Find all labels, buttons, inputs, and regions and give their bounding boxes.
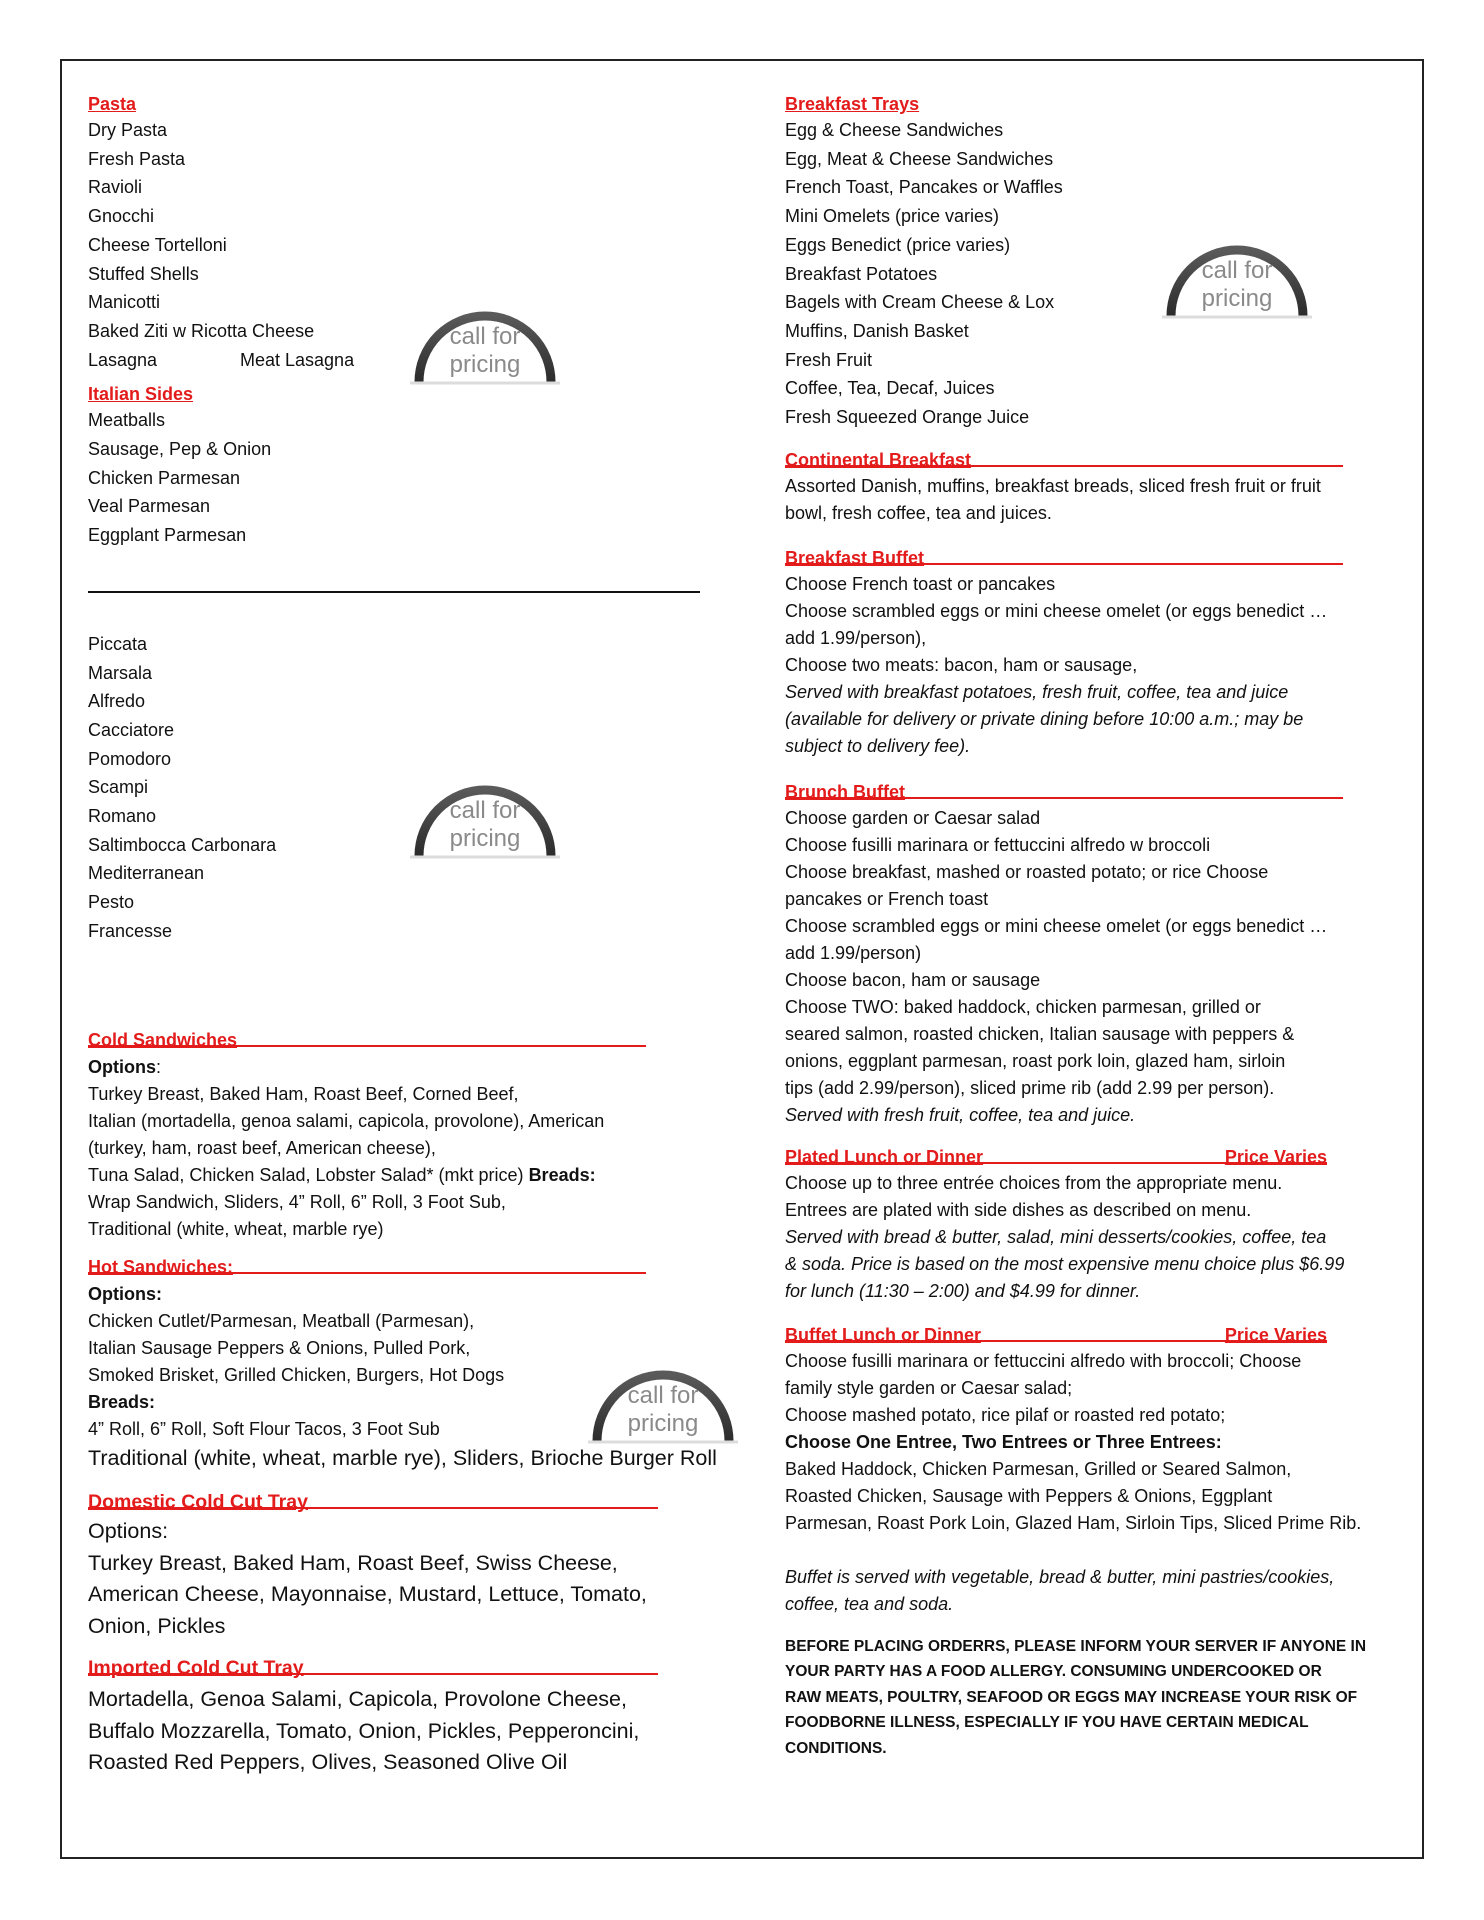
- text-line: Choose scrambled eggs or mini cheese omelet (or eggs benedict …: [785, 600, 1328, 621]
- text-line: Traditional (white, wheat, marble rye): [88, 1218, 384, 1239]
- continental-section: [785, 448, 1405, 527]
- list-item: Marsala: [88, 662, 153, 683]
- list-item: Pesto: [88, 892, 135, 913]
- list-item: Coffee, Tea, Decaf, Juices: [785, 378, 995, 399]
- plated-heading: Plated Lunch or Dinner Price Varies: [785, 1146, 1327, 1167]
- continental-heading: Continental Breakfast: [785, 448, 1343, 467]
- text-line: Smoked Brisket, Grilled Chicken, Burgers, Hot Dogs: [88, 1364, 505, 1385]
- cold-sandwiches-heading: Cold Sandwiches: [88, 1028, 646, 1047]
- text-line: Parmesan, Roast Pork Loin, Glazed Ham, Sirloin Tips, Sliced Prime Rib.: [785, 1512, 1362, 1533]
- badge-ring-icon: [1162, 220, 1312, 330]
- pasta-heading: Pasta: [88, 94, 137, 114]
- text-line: for lunch (11:30 – 2:00) and $4.99 for dinner.: [785, 1280, 1141, 1301]
- list-item: Cheese Tortelloni: [88, 234, 227, 255]
- list-item: Egg & Cheese Sandwiches: [785, 120, 1004, 140]
- call-for-pricing-badge: [588, 1345, 738, 1455]
- badge-ring-icon: [410, 286, 560, 396]
- list-item: Manicotti: [88, 292, 161, 313]
- text-line: Assorted Danish, muffins, breakfast breads, sliced fresh fruit or fruit: [785, 475, 1321, 496]
- options-colon: :: [156, 1056, 162, 1077]
- text-line: [88, 1162, 748, 1189]
- text-line: Choose two meats: bacon, ham or sausage,: [785, 654, 1138, 675]
- imported-tray-heading: Imported Cold Cut Tray: [88, 1656, 658, 1675]
- text-line: Buffalo Mozzarella, Tomato, Onion, Pickles, Pepperoncini,: [88, 1718, 640, 1743]
- text-line: Choose up to three entrée choices from the appropriate menu.: [785, 1172, 1283, 1193]
- cold-sandwiches-body: [88, 1054, 748, 1243]
- domestic-tray-body: [88, 1516, 748, 1642]
- domestic-tray-section: [88, 1490, 748, 1642]
- list-item: Scampi: [88, 777, 149, 798]
- list-item: Ravioli: [88, 177, 143, 198]
- badge-line2: pricing: [449, 825, 521, 852]
- continental-body: [785, 473, 1405, 527]
- text-line: Chicken Cutlet/Parmesan, Meatball (Parmesan),: [88, 1310, 475, 1331]
- breads-label: Breads:: [88, 1391, 156, 1412]
- list-item: Saltimbocca Carbonara: [88, 834, 277, 855]
- list-item: Eggplant Parmesan: [88, 525, 247, 546]
- text-line: American Cheese, Mayonnaise, Mustard, Lettuce, Tomato,: [88, 1582, 647, 1607]
- text-line: coffee, tea and soda.: [785, 1593, 954, 1614]
- text-line: (available for delivery or private dining before 10:00 a.m.; may be: [785, 708, 1304, 729]
- text-line: Turkey Breast, Baked Ham, Roast Beef, Swiss Cheese,: [88, 1550, 618, 1575]
- text-line: Turkey Breast, Baked Ham, Roast Beef, Corned Beef,: [88, 1083, 519, 1104]
- hot-sandwiches-heading: Hot Sandwiches:: [88, 1255, 646, 1274]
- lasagna-label: Lasagna: [88, 349, 158, 370]
- text-line: Italian Sausage Peppers & Onions, Pulled Pork,: [88, 1337, 471, 1358]
- text-line: Served with breakfast potatoes, fresh fruit, coffee, tea and juice: [785, 681, 1289, 702]
- text-line: Choose garden or Caesar salad: [785, 807, 1041, 828]
- brunch-buffet-heading: Brunch Buffet: [785, 780, 1343, 799]
- options-line: [88, 1054, 748, 1081]
- cold-sandwiches-section: [88, 1028, 748, 1243]
- allergy-notice: [785, 1634, 1405, 1762]
- right-column: [785, 92, 1405, 1761]
- list-item: Alfredo: [88, 691, 146, 712]
- text-line: pancakes or French toast: [785, 888, 989, 909]
- text-line: Wrap Sandwich, Sliders, 4” Roll, 6” Roll, 3 Foot Sub,: [88, 1191, 506, 1212]
- text-line: FOODBORNE ILLNESS, ESPECIALLY IF YOU HAVE CERTAIN MEDICAL: [785, 1714, 1309, 1732]
- text-line: family style garden or Caesar salad;: [785, 1377, 1073, 1398]
- text-line: Buffet is served with vegetable, bread & butter, mini pastries/cookies,: [785, 1566, 1335, 1587]
- text-span: Tuna Salad, Chicken Salad, Lobster Salad* (mkt price): [88, 1164, 529, 1185]
- breads-label: Breads:: [528, 1164, 596, 1185]
- list-item: Romano: [88, 806, 157, 827]
- brunch-buffet-body: [785, 805, 1405, 1129]
- text-line: Choose fusilli marinara or fettuccini alfredo w broccoli: [785, 834, 1211, 855]
- text-line: Onion, Pickles: [88, 1613, 226, 1638]
- text-line: YOUR PARTY HAS A FOOD ALLERGY. CONSUMING UNDERCOOKED OR: [785, 1663, 1322, 1681]
- text-line: Baked Haddock, Chicken Parmesan, Grilled or Seared Salmon,: [785, 1458, 1292, 1479]
- list-item: Meatballs: [88, 410, 166, 431]
- text-line: Choose French toast or pancakes: [785, 573, 1056, 594]
- breakfast-buffet-body: [785, 571, 1405, 760]
- list-item: Chicken Parmesan: [88, 467, 241, 488]
- breakfast-buffet-heading: Breakfast Buffet: [785, 546, 1343, 565]
- text-line: Choose One Entree, Two Entrees or Three Entrees:: [785, 1431, 1222, 1452]
- text-line: Entrees are plated with side dishes as described on menu.: [785, 1199, 1252, 1220]
- text-line: Choose fusilli marinara or fettuccini alfredo with broccoli; Choose: [785, 1350, 1302, 1371]
- text-line: Traditional (white, wheat, marble rye), Sliders, Brioche Burger Roll: [88, 1445, 717, 1470]
- domestic-tray-heading: Domestic Cold Cut Tray: [88, 1490, 658, 1509]
- badge-line1: call for: [449, 323, 521, 350]
- list-item: Piccata: [88, 633, 148, 654]
- list-item: Francesse: [88, 920, 173, 941]
- badge-ring-icon: [588, 1345, 738, 1455]
- text-line: tips (add 2.99/person), sliced prime rib (add 2.99 per person).: [785, 1077, 1275, 1098]
- list-item: Veal Parmesan: [88, 496, 211, 517]
- list-item: Mediterranean: [88, 863, 205, 884]
- text-line: Roasted Chicken, Sausage with Peppers & Onions, Eggplant: [785, 1485, 1273, 1506]
- price-label: Price Varies: [1224, 1146, 1327, 1167]
- call-for-pricing-badge: [410, 286, 560, 396]
- text-line: CONDITIONS.: [785, 1739, 887, 1757]
- list-item: Muffins, Danish Basket: [785, 320, 969, 341]
- breakfast-trays-section: [785, 92, 1405, 432]
- buffet-section: [785, 1323, 1405, 1618]
- text-line: Choose breakfast, mashed or roasted potato; or rice Choose: [785, 861, 1269, 882]
- call-for-pricing-badge: [410, 760, 560, 870]
- list-item: French Toast, Pancakes or Waffles: [785, 177, 1063, 198]
- imported-tray-section: [88, 1656, 748, 1779]
- breakfast-trays-heading: Breakfast Trays: [785, 94, 920, 114]
- options-label: Options:: [88, 1283, 162, 1304]
- badge-line2: pricing: [449, 351, 521, 378]
- list-item: Fresh Fruit: [785, 349, 873, 370]
- section-divider: [88, 591, 700, 593]
- badge-ring-icon: [410, 760, 560, 870]
- text-line: Choose mashed potato, rice pilaf or roasted red potato;: [785, 1404, 1226, 1425]
- list-item: Egg, Meat & Cheese Sandwiches: [785, 148, 1054, 169]
- breakfast-buffet-section: [785, 546, 1405, 760]
- text-line: Choose TWO: baked haddock, chicken parmesan, grilled or: [785, 996, 1261, 1017]
- text-line: BEFORE PLACING ORDERRS, PLEASE INFORM YOUR SERVER IF ANYONE IN: [785, 1637, 1367, 1655]
- text-line: Served with bread & butter, salad, mini desserts/cookies, coffee, tea: [785, 1226, 1327, 1247]
- badge-line1: call for: [1201, 257, 1273, 284]
- imported-tray-body: [88, 1684, 748, 1779]
- list-item: Fresh Pasta: [88, 148, 186, 169]
- text-line: seared salmon, roasted chicken, Italian sausage with peppers &: [785, 1023, 1295, 1044]
- text-line: Choose scrambled eggs or mini cheese omelet (or eggs benedict …: [785, 915, 1328, 936]
- options-label: Options:: [88, 1519, 169, 1544]
- meat-lasagna-label: Meat Lasagna: [240, 349, 355, 370]
- list-item: Sausage, Pep & Onion: [88, 439, 272, 460]
- buffet-body: [785, 1348, 1405, 1618]
- plated-section: [785, 1145, 1405, 1305]
- list-item: Fresh Squeezed Orange Juice: [785, 407, 1030, 428]
- text-line: Choose bacon, ham or sausage: [785, 969, 1041, 990]
- list-item: Cacciatore: [88, 719, 175, 740]
- price-label: Price Varies: [1224, 1324, 1327, 1345]
- plated-body: [785, 1170, 1405, 1305]
- text-line: RAW MEATS, POULTRY, SEAFOOD OR EGGS MAY INCREASE YOUR RISK OF: [785, 1688, 1358, 1706]
- list-item: Stuffed Shells: [88, 263, 199, 284]
- text-line: bowl, fresh coffee, tea and juices.: [785, 502, 1052, 523]
- text-line: & soda. Price is based on the most expensive menu choice plus $6.99: [785, 1253, 1345, 1274]
- text-line: Roasted Red Peppers, Olives, Seasoned Olive Oil: [88, 1750, 568, 1775]
- text-line: 4” Roll, 6” Roll, Soft Flour Tacos, 3 Foot Sub: [88, 1418, 440, 1439]
- italian-sides-section: [88, 382, 748, 550]
- list-item: Gnocchi: [88, 206, 155, 227]
- list-item: Bagels with Cream Cheese & Lox: [785, 292, 1055, 313]
- call-for-pricing-badge: [1162, 220, 1312, 330]
- italian-sides-heading: Italian Sides: [88, 384, 194, 405]
- text-line: onions, eggplant parmesan, roast pork loin, glazed ham, sirloin: [785, 1050, 1286, 1071]
- text-line: (turkey, ham, roast beef, American cheese),: [88, 1137, 436, 1158]
- text-line: Served with fresh fruit, coffee, tea and juice.: [785, 1104, 1136, 1125]
- badge-line1: call for: [627, 1382, 699, 1409]
- list-item: Pomodoro: [88, 748, 172, 769]
- buffet-heading: Buffet Lunch or Dinner Price Varies: [785, 1324, 1327, 1345]
- list-item: Breakfast Potatoes: [785, 263, 938, 284]
- list-item: Dry Pasta: [88, 120, 168, 140]
- badge-line2: pricing: [627, 1410, 699, 1437]
- badge-line2: pricing: [1201, 285, 1273, 312]
- brunch-buffet-section: [785, 780, 1405, 1129]
- list-item: Mini Omelets (price varies): [785, 206, 1000, 227]
- list-item: Baked Ziti w Ricotta Cheese: [88, 320, 315, 341]
- text-line: add 1.99/person): [785, 942, 922, 963]
- text-line: subject to delivery fee).: [785, 735, 971, 756]
- badge-line1: call for: [449, 797, 521, 824]
- text-line: add 1.99/person),: [785, 627, 927, 648]
- text-line: Italian (mortadella, genoa salami, capicola, provolone), American: [88, 1110, 605, 1131]
- options-label: Options: [88, 1056, 156, 1077]
- text-line: Mortadella, Genoa Salami, Capicola, Provolone Cheese,: [88, 1687, 627, 1712]
- list-item: Eggs Benedict (price varies): [785, 234, 1011, 255]
